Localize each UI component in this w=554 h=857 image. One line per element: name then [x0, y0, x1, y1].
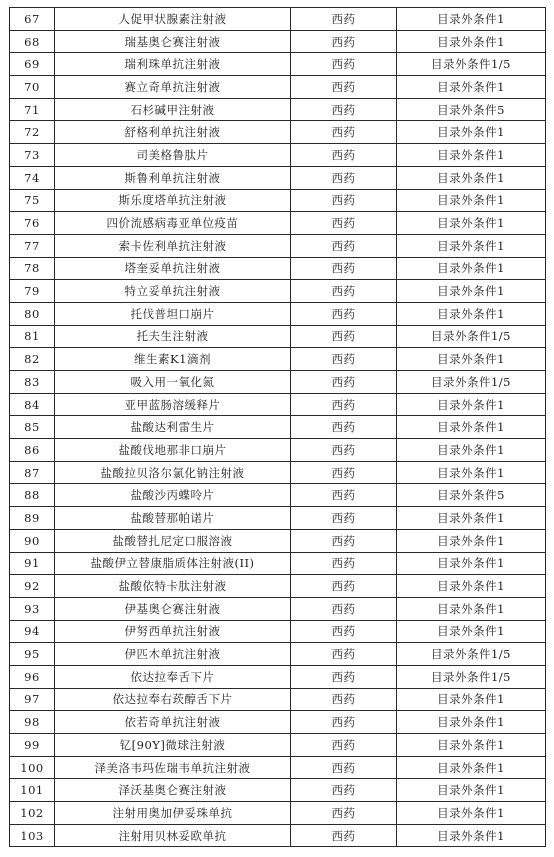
drug-type-cell: 西药 — [291, 144, 397, 167]
drug-name-cell: 石杉碱甲注射液 — [55, 98, 291, 121]
row-number-cell: 82 — [10, 348, 55, 371]
reimbursement-condition-cell: 目录外条件1 — [397, 416, 546, 439]
drug-name-cell: 注射用奥加伊妥珠单抗 — [55, 802, 291, 825]
drug-type-cell: 西药 — [291, 166, 397, 189]
drug-name-cell: 泽沃基奥仑赛注射液 — [55, 779, 291, 802]
drug-type-cell: 西药 — [291, 121, 397, 144]
drug-type-cell: 西药 — [291, 8, 397, 31]
drug-type-cell: 西药 — [291, 552, 397, 575]
drug-name-cell: 盐酸依特卡肽注射液 — [55, 575, 291, 598]
reimbursement-condition-cell: 目录外条件1/5 — [397, 643, 546, 666]
drug-name-cell: 舒格利单抗注射液 — [55, 121, 291, 144]
drug-name-cell: 吸入用一氧化氮 — [55, 371, 291, 394]
reimbursement-condition-cell: 目录外条件1/5 — [397, 53, 546, 76]
reimbursement-condition-cell: 目录外条件1 — [397, 620, 546, 643]
drug-type-cell: 西药 — [291, 824, 397, 847]
drug-type-cell: 西药 — [291, 371, 397, 394]
drug-type-cell: 西药 — [291, 507, 397, 530]
reimbursement-condition-cell: 目录外条件1 — [397, 597, 546, 620]
reimbursement-condition-cell: 目录外条件1/5 — [397, 325, 546, 348]
reimbursement-condition-cell: 目录外条件1 — [397, 166, 546, 189]
drug-name-cell: 依达拉奉右莰醇舌下片 — [55, 688, 291, 711]
row-number-cell: 89 — [10, 507, 55, 530]
drug-name-cell: 盐酸伊立替康脂质体注射液(II) — [55, 552, 291, 575]
drug-type-cell: 西药 — [291, 643, 397, 666]
reimbursement-condition-cell: 目录外条件1 — [397, 234, 546, 257]
table-row — [10, 416, 546, 439]
table-row — [10, 597, 546, 620]
table-row — [10, 439, 546, 462]
drug-name-cell: 泽美洛韦玛佐瑞韦单抗注射液 — [55, 756, 291, 779]
reimbursement-condition-cell: 目录外条件5 — [397, 484, 546, 507]
row-number-cell: 102 — [10, 802, 55, 825]
table-row — [10, 507, 546, 530]
row-number-cell: 101 — [10, 779, 55, 802]
reimbursement-condition-cell: 目录外条件1/5 — [397, 371, 546, 394]
drug-type-cell: 西药 — [291, 393, 397, 416]
reimbursement-condition-cell: 目录外条件1 — [397, 575, 546, 598]
reimbursement-condition-cell: 目录外条件1 — [397, 824, 546, 847]
reimbursement-condition-cell: 目录外条件1 — [397, 529, 546, 552]
row-number-cell: 96 — [10, 665, 55, 688]
drug-name-cell: 盐酸伐地那非口崩片 — [55, 439, 291, 462]
drug-name-cell: 依若奇单抗注射液 — [55, 711, 291, 734]
table-row — [10, 643, 546, 666]
reimbursement-condition-cell: 目录外条件1 — [397, 756, 546, 779]
table-row — [10, 393, 546, 416]
reimbursement-condition-cell: 目录外条件1 — [397, 144, 546, 167]
table-row — [10, 688, 546, 711]
row-number-cell: 80 — [10, 302, 55, 325]
row-number-cell: 83 — [10, 371, 55, 394]
drug-name-cell: 斯乐度塔单抗注射液 — [55, 189, 291, 212]
drug-type-cell: 西药 — [291, 76, 397, 99]
row-number-cell: 69 — [10, 53, 55, 76]
reimbursement-condition-cell: 目录外条件1 — [397, 302, 546, 325]
table-row — [10, 189, 546, 212]
row-number-cell: 100 — [10, 756, 55, 779]
table-row — [10, 280, 546, 303]
reimbursement-condition-cell: 目录外条件1 — [397, 461, 546, 484]
reimbursement-condition-cell: 目录外条件1 — [397, 280, 546, 303]
row-number-cell: 78 — [10, 257, 55, 280]
row-number-cell: 91 — [10, 552, 55, 575]
drug-name-cell: 伊基奥仑赛注射液 — [55, 597, 291, 620]
row-number-cell: 72 — [10, 121, 55, 144]
row-number-cell: 71 — [10, 98, 55, 121]
reimbursement-condition-cell: 目录外条件1 — [397, 802, 546, 825]
drug-type-cell: 西药 — [291, 734, 397, 757]
drug-name-cell: 注射用贝林妥欧单抗 — [55, 824, 291, 847]
reimbursement-condition-cell: 目录外条件1 — [397, 779, 546, 802]
reimbursement-condition-cell: 目录外条件1 — [397, 212, 546, 235]
drug-name-cell: 盐酸拉贝洛尔氯化钠注射液 — [55, 461, 291, 484]
table-row — [10, 779, 546, 802]
table-row — [10, 53, 546, 76]
drug-name-cell: 四价流感病毒亚单位疫苗 — [55, 212, 291, 235]
drug-list-table — [9, 7, 546, 847]
drug-type-cell: 西药 — [291, 688, 397, 711]
drug-name-cell: 赛立奇单抗注射液 — [55, 76, 291, 99]
table-row — [10, 665, 546, 688]
reimbursement-condition-cell: 目录外条件1 — [397, 189, 546, 212]
row-number-cell: 88 — [10, 484, 55, 507]
drug-name-cell: 盐酸沙丙蝶呤片 — [55, 484, 291, 507]
drug-name-cell: 伊努西单抗注射液 — [55, 620, 291, 643]
drug-name-cell: 瑞基奥仑赛注射液 — [55, 30, 291, 53]
table-row — [10, 121, 546, 144]
reimbursement-condition-cell: 目录外条件1 — [397, 257, 546, 280]
drug-type-cell: 西药 — [291, 234, 397, 257]
table-row — [10, 711, 546, 734]
row-number-cell: 92 — [10, 575, 55, 598]
drug-name-cell: 伊匹木单抗注射液 — [55, 643, 291, 666]
row-number-cell: 98 — [10, 711, 55, 734]
drug-type-cell: 西药 — [291, 325, 397, 348]
drug-type-cell: 西药 — [291, 756, 397, 779]
table-row — [10, 461, 546, 484]
table-row — [10, 529, 546, 552]
row-number-cell: 103 — [10, 824, 55, 847]
drug-type-cell: 西药 — [291, 439, 397, 462]
table-row — [10, 371, 546, 394]
row-number-cell: 90 — [10, 529, 55, 552]
reimbursement-condition-cell: 目录外条件1 — [397, 711, 546, 734]
drug-name-cell: 人促甲状腺素注射液 — [55, 8, 291, 31]
drug-type-cell: 西药 — [291, 461, 397, 484]
table-row — [10, 620, 546, 643]
drug-type-cell: 西药 — [291, 348, 397, 371]
reimbursement-condition-cell: 目录外条件1 — [397, 76, 546, 99]
row-number-cell: 94 — [10, 620, 55, 643]
table-row — [10, 552, 546, 575]
reimbursement-condition-cell: 目录外条件1 — [397, 8, 546, 31]
row-number-cell: 81 — [10, 325, 55, 348]
row-number-cell: 99 — [10, 734, 55, 757]
reimbursement-condition-cell: 目录外条件1 — [397, 30, 546, 53]
table-row — [10, 802, 546, 825]
row-number-cell: 84 — [10, 393, 55, 416]
row-number-cell: 73 — [10, 144, 55, 167]
table-row — [10, 575, 546, 598]
reimbursement-condition-cell: 目录外条件1 — [397, 393, 546, 416]
table-row — [10, 98, 546, 121]
reimbursement-condition-cell: 目录外条件5 — [397, 98, 546, 121]
reimbursement-condition-cell: 目录外条件1 — [397, 121, 546, 144]
row-number-cell: 67 — [10, 8, 55, 31]
drug-name-cell: 盐酸替那帕诺片 — [55, 507, 291, 530]
reimbursement-condition-cell: 目录外条件1 — [397, 348, 546, 371]
drug-name-cell: 司美格鲁肽片 — [55, 144, 291, 167]
row-number-cell: 75 — [10, 189, 55, 212]
drug-type-cell: 西药 — [291, 302, 397, 325]
table-row — [10, 756, 546, 779]
table-row — [10, 325, 546, 348]
table-row — [10, 8, 546, 31]
drug-name-cell: 斯鲁利单抗注射液 — [55, 166, 291, 189]
drug-type-cell: 西药 — [291, 529, 397, 552]
row-number-cell: 76 — [10, 212, 55, 235]
drug-name-cell: 托夫生注射液 — [55, 325, 291, 348]
table-row — [10, 212, 546, 235]
row-number-cell: 70 — [10, 76, 55, 99]
drug-name-cell: 盐酸替扎尼定口服溶液 — [55, 529, 291, 552]
table-row — [10, 302, 546, 325]
table-row — [10, 734, 546, 757]
table-row — [10, 234, 546, 257]
drug-type-cell: 西药 — [291, 212, 397, 235]
row-number-cell: 86 — [10, 439, 55, 462]
drug-type-cell: 西药 — [291, 280, 397, 303]
table-row — [10, 257, 546, 280]
drug-type-cell: 西药 — [291, 779, 397, 802]
row-number-cell: 93 — [10, 597, 55, 620]
reimbursement-condition-cell: 目录外条件1/5 — [397, 665, 546, 688]
drug-type-cell: 西药 — [291, 620, 397, 643]
drug-type-cell: 西药 — [291, 189, 397, 212]
reimbursement-condition-cell: 目录外条件1 — [397, 688, 546, 711]
row-number-cell: 68 — [10, 30, 55, 53]
drug-type-cell: 西药 — [291, 597, 397, 620]
reimbursement-condition-cell: 目录外条件1 — [397, 552, 546, 575]
row-number-cell: 85 — [10, 416, 55, 439]
drug-type-cell: 西药 — [291, 484, 397, 507]
table-row — [10, 30, 546, 53]
table-row — [10, 166, 546, 189]
reimbursement-condition-cell: 目录外条件1 — [397, 439, 546, 462]
row-number-cell: 79 — [10, 280, 55, 303]
drug-name-cell: 钇[90Y]微球注射液 — [55, 734, 291, 757]
table-row — [10, 348, 546, 371]
drug-type-cell: 西药 — [291, 30, 397, 53]
table-row — [10, 824, 546, 847]
row-number-cell: 87 — [10, 461, 55, 484]
drug-name-cell: 盐酸达利雷生片 — [55, 416, 291, 439]
drug-name-cell: 托伐普坦口崩片 — [55, 302, 291, 325]
row-number-cell: 97 — [10, 688, 55, 711]
table-row — [10, 144, 546, 167]
table-row — [10, 76, 546, 99]
row-number-cell: 95 — [10, 643, 55, 666]
drug-name-cell: 依达拉奉舌下片 — [55, 665, 291, 688]
drug-name-cell: 塔奎妥单抗注射液 — [55, 257, 291, 280]
row-number-cell: 77 — [10, 234, 55, 257]
drug-name-cell: 维生素K1滴剂 — [55, 348, 291, 371]
drug-type-cell: 西药 — [291, 53, 397, 76]
drug-type-cell: 西药 — [291, 575, 397, 598]
drug-name-cell: 特立妥单抗注射液 — [55, 280, 291, 303]
drug-name-cell: 亚甲蓝肠溶缓释片 — [55, 393, 291, 416]
drug-name-cell: 瑞利珠单抗注射液 — [55, 53, 291, 76]
table-row — [10, 484, 546, 507]
row-number-cell: 74 — [10, 166, 55, 189]
reimbursement-condition-cell: 目录外条件1 — [397, 507, 546, 530]
drug-type-cell: 西药 — [291, 416, 397, 439]
drug-type-cell: 西药 — [291, 257, 397, 280]
reimbursement-condition-cell: 目录外条件1 — [397, 734, 546, 757]
drug-type-cell: 西药 — [291, 802, 397, 825]
drug-type-cell: 西药 — [291, 665, 397, 688]
drug-type-cell: 西药 — [291, 98, 397, 121]
table-body — [10, 8, 546, 847]
drug-name-cell: 索卡佐利单抗注射液 — [55, 234, 291, 257]
drug-type-cell: 西药 — [291, 711, 397, 734]
